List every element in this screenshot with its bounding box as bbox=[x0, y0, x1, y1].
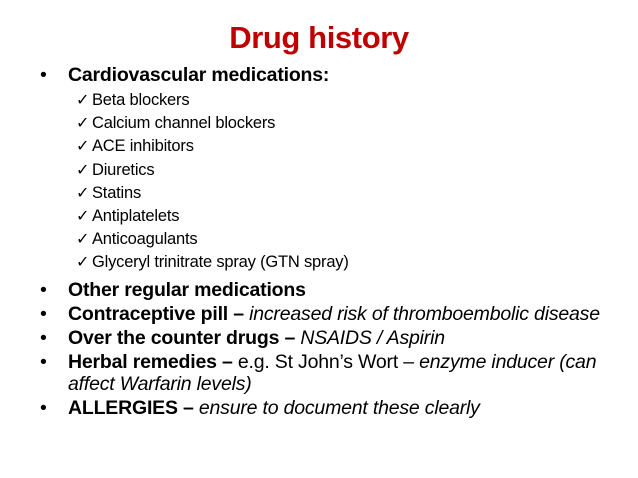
bullet-dot-icon: • bbox=[40, 396, 47, 419]
sublist-item bbox=[40, 251, 620, 274]
checkmark-icon: ✓ bbox=[76, 208, 90, 226]
checkmark-icon: ✓ bbox=[76, 184, 90, 202]
herbal-label: Herbal remedies – bbox=[68, 350, 233, 373]
sublist-item bbox=[40, 182, 620, 205]
sublist-item bbox=[40, 205, 620, 228]
otc-detail: NSAIDS / Aspirin bbox=[300, 326, 445, 349]
contraceptive-label: Contraceptive pill – bbox=[68, 302, 244, 325]
bullet-list bbox=[40, 64, 620, 421]
sublist-item-text: ACE inhibitors bbox=[92, 137, 194, 156]
bullet-cardiovascular bbox=[40, 64, 620, 86]
bullet-dot-icon: • bbox=[40, 350, 47, 373]
sublist-item-text: Diuretics bbox=[92, 160, 155, 179]
sublist-item bbox=[40, 228, 620, 251]
bullet-dot-icon: • bbox=[40, 326, 47, 349]
herbal-detail: enzyme inducer (can affect Warfarin levels) bbox=[68, 350, 597, 395]
herbal-example: e.g. St John’s Wort – bbox=[237, 350, 414, 373]
sublist-item-text: Glyceryl trinitrate spray (GTN spray) bbox=[92, 253, 349, 272]
bullet-dot-icon: • bbox=[40, 64, 47, 86]
sublist-item bbox=[40, 112, 620, 135]
bullet-dot-icon: • bbox=[40, 302, 47, 325]
allergies-detail: ensure to document these clearly bbox=[198, 396, 480, 419]
sublist-item-text: Statins bbox=[92, 183, 142, 202]
contraceptive-detail: increased risk of thromboembolic disease bbox=[249, 302, 600, 325]
checkmark-icon: ✓ bbox=[76, 161, 90, 179]
checkmark-icon: ✓ bbox=[76, 254, 90, 272]
sublist-item bbox=[40, 135, 620, 158]
sublist-item-text: Antiplatelets bbox=[92, 207, 180, 226]
other-regular-label: Other regular medications bbox=[68, 278, 306, 301]
bullet-contraceptive bbox=[40, 303, 620, 325]
sublist-item-text: Anticoagulants bbox=[92, 230, 198, 249]
checkmark-icon: ✓ bbox=[76, 92, 90, 109]
otc-label: Over the counter drugs – bbox=[68, 326, 296, 349]
bullet-herbal bbox=[40, 351, 620, 395]
checkmark-icon: ✓ bbox=[76, 138, 90, 156]
bullet-dot-icon: • bbox=[40, 278, 47, 301]
sublist-item bbox=[40, 89, 620, 112]
cardiovascular-sublist bbox=[40, 89, 620, 275]
slide-title: Drug history bbox=[229, 20, 409, 55]
bullet-otc bbox=[40, 327, 620, 349]
checkmark-icon: ✓ bbox=[76, 115, 90, 133]
sublist-item-text: Calcium channel blockers bbox=[92, 114, 276, 133]
cardiovascular-label: Cardiovascular medications: bbox=[68, 64, 330, 86]
checkmark-icon: ✓ bbox=[76, 231, 90, 249]
sublist-item-text: Beta blockers bbox=[92, 91, 190, 109]
sublist-item bbox=[40, 159, 620, 182]
bullet-allergies bbox=[40, 397, 620, 419]
allergies-label: ALLERGIES – bbox=[68, 396, 194, 419]
bullet-other-regular bbox=[40, 279, 620, 301]
